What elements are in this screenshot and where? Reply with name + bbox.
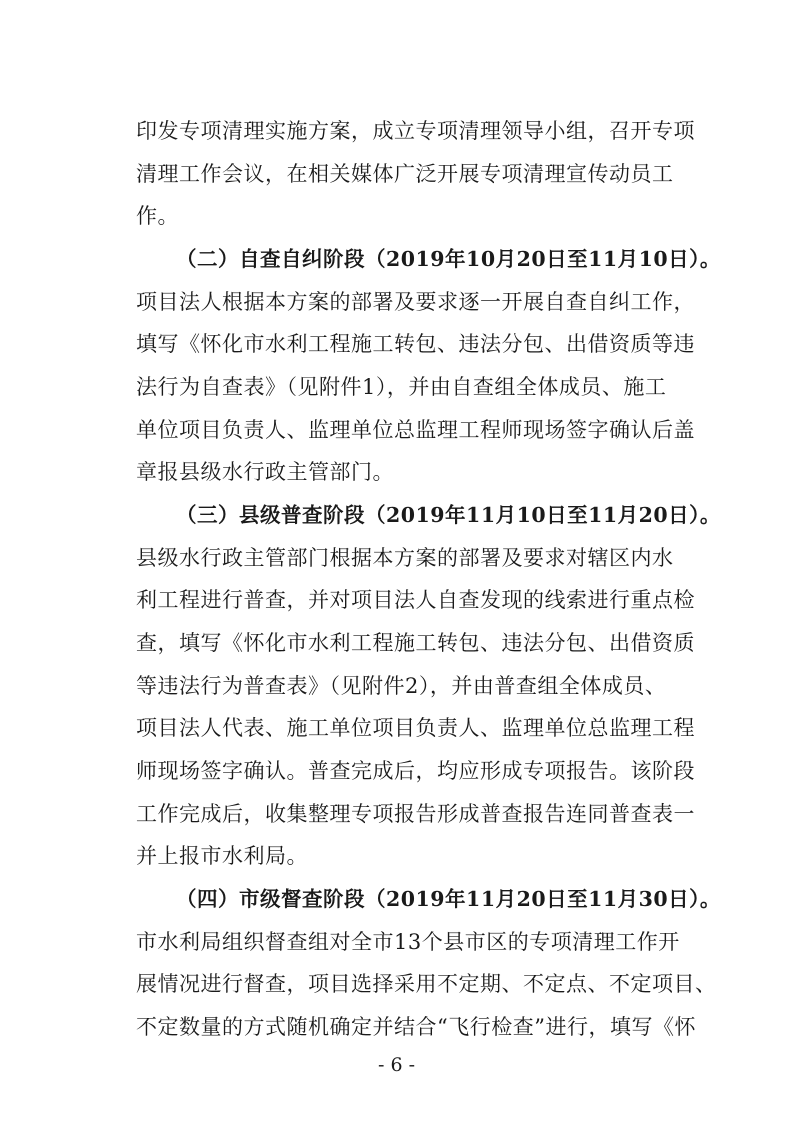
- section-heading-3: （三）县级普查阶段（2019年11月10日至11月20日）。: [176, 503, 721, 527]
- text-line: 法行为自查表》（见附件1），并由自查组全体成员、施工: [136, 375, 667, 399]
- text-line: 项目法人代表、施工单位项目负责人、监理单位总监理工程: [136, 716, 695, 740]
- text-line: 印发专项清理实施方案，成立专项清理领导小组，召开专项: [136, 119, 695, 143]
- section-heading-2: （二）自查自纠阶段（2019年10月20日至11月10日）。: [176, 247, 721, 271]
- text-line: 等违法行为普查表》（见附件2），并由普查组全体成员、: [136, 674, 667, 698]
- text-line: 工作完成后，收集整理专项报告形成普查报告连同普查表一: [136, 802, 695, 826]
- text-line: 项目法人根据本方案的部署及要求逐一开展自查自纠工作，: [136, 290, 695, 314]
- section-heading-4: （四）市级督查阶段（2019年11月20日至11月30日）。: [176, 887, 721, 911]
- text-line: 利工程进行普查，并对项目法人自查发现的线索进行重点检: [136, 588, 695, 612]
- text-line: 不定数量的方式随机确定并结合“飞行检查”进行，填写《怀: [136, 1015, 696, 1039]
- text-line: 章报县级水行政主管部门。: [136, 460, 394, 484]
- text-line: 市水利局组织督查组对全市13个县市区的专项清理工作开: [136, 930, 680, 954]
- text-line: 清理工作会议，在相关媒体广泛开展专项清理宣传动员工: [136, 162, 674, 186]
- text-line: 查，填写《怀化市水利工程施工转包、违法分包、出借资质: [136, 631, 695, 655]
- text-line: 并上报市水利局。: [136, 844, 308, 868]
- text-line: 县级水行政主管部门根据本方案的部署及要求对辖区内水: [136, 546, 674, 570]
- text-line: 作。: [136, 204, 179, 228]
- page-number: - 6 -: [377, 1054, 415, 1076]
- text-line: 师现场签字确认。普查完成后，均应形成专项报告。该阶段: [136, 759, 695, 783]
- text-line: 展情况进行督查，项目选择采用不定期、不定点、不定项目、: [136, 972, 717, 996]
- text-line: 单位项目负责人、监理单位总监理工程师现场签字确认后盖: [136, 418, 695, 442]
- text-line: 填写《怀化市水利工程施工转包、违法分包、出借资质等违: [136, 332, 695, 356]
